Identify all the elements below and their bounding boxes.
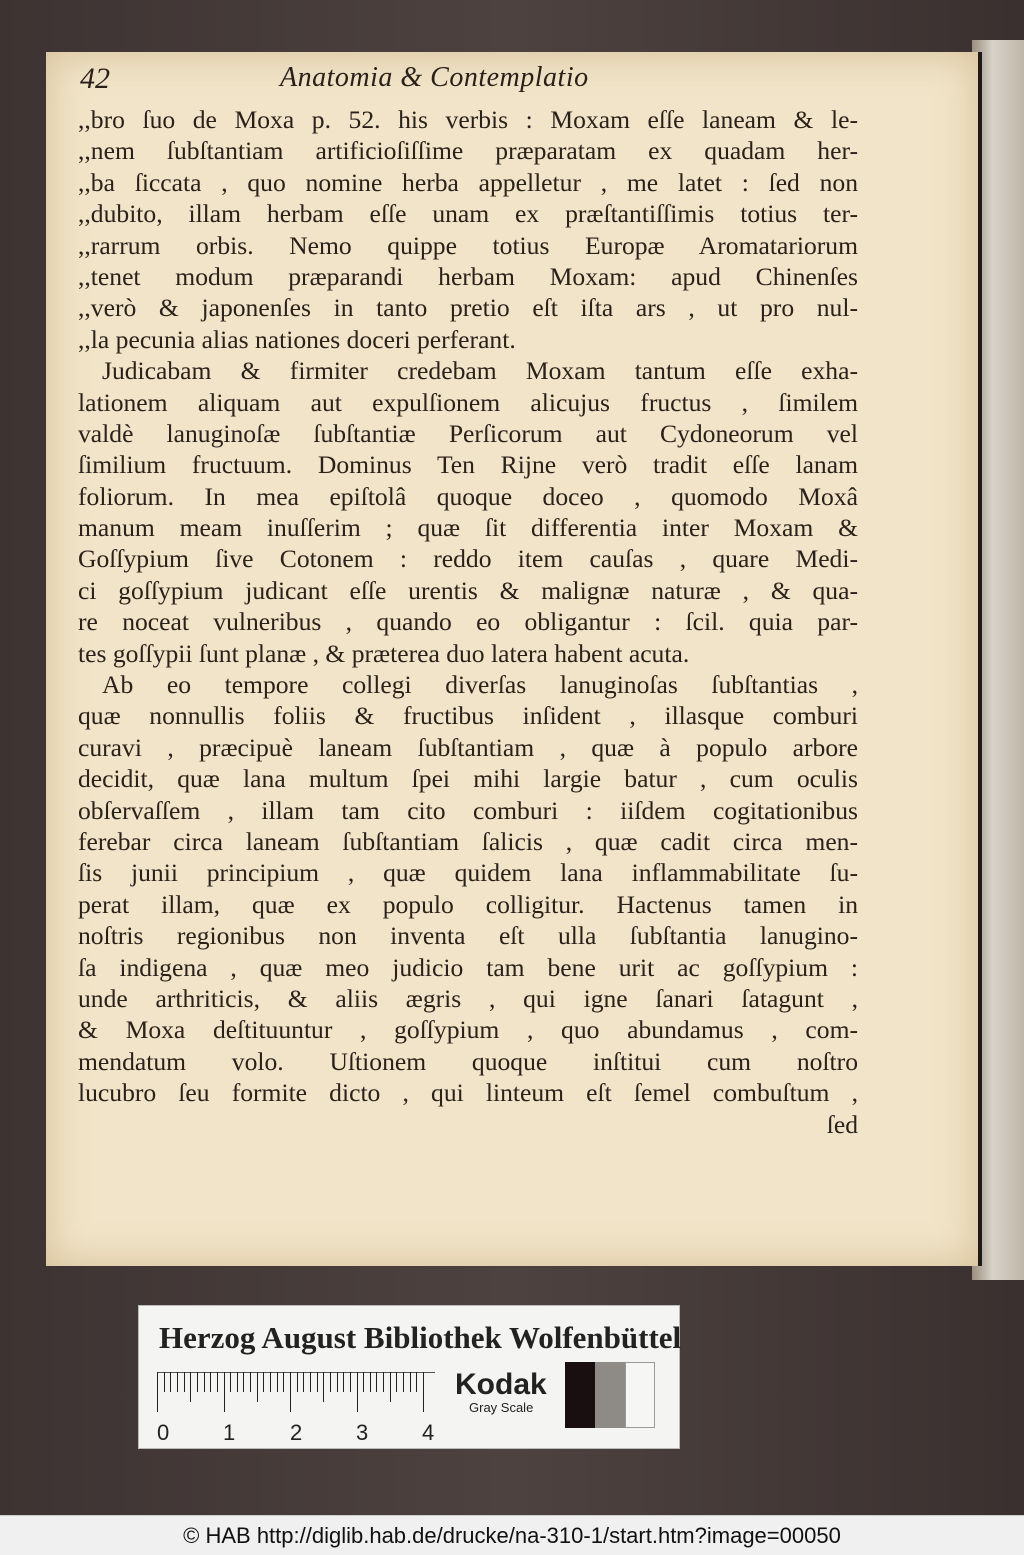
ruler-tick xyxy=(184,1372,185,1392)
text-line: Ab eo tempore collegi diverſas lanuginoſas ſubſtantias , xyxy=(102,670,858,700)
text-line: tes goſſypii ſunt planæ , & præterea duo latera habent acuta. xyxy=(78,638,690,668)
ruler-tick xyxy=(330,1372,331,1392)
text-line: Judicabam & firmiter credebam Moxam tantum eſſe exha- xyxy=(102,356,858,386)
text-line: decidit, quæ lana multum ſpei mihi largie batur , cum oculis xyxy=(78,764,858,794)
ruler-tick xyxy=(423,1372,424,1412)
text-line: ,,nem ſubſtantiam artificioſiſſime præparatam ex quadam her- xyxy=(78,136,858,166)
ruler-tick xyxy=(270,1372,271,1392)
ruler-tick xyxy=(357,1372,358,1412)
text-line: ,,verò & japonenſes in tanto pretio eſt iſta ars , ut pro nul- xyxy=(78,293,858,323)
page-number: 42 xyxy=(80,62,110,95)
ruler-tick xyxy=(277,1372,278,1392)
ruler-number: 3 xyxy=(356,1420,369,1445)
text-line: lucubro ſeu formite dicto , qui linteum eſt ſemel combuſtum , xyxy=(78,1078,858,1108)
text-line: re noceat vulneribus , quando eo obligantur : ſcil. quia par- xyxy=(78,607,858,637)
ruler-tick xyxy=(383,1372,384,1392)
text-line: ſis junii principium , quæ quidem lana inflammabilitate ſu- xyxy=(78,858,858,888)
scale-ruler xyxy=(157,1372,435,1445)
ruler-tick xyxy=(310,1372,311,1392)
text-line: manum meam inuſſerim ; quæ ſit differentia inter Moxam & xyxy=(78,513,858,543)
text-line: lationem aliquam aut expulſionem alicujus fructus , ſimilem xyxy=(78,387,858,417)
copyright-footer xyxy=(0,1515,1024,1555)
ruler-tick xyxy=(257,1372,258,1402)
gray-scale-label: Gray Scale xyxy=(469,1400,534,1415)
text-line: ,,ba ſiccata , quo nomine herba appelletur , me latet : ſed non xyxy=(78,167,858,197)
catchword: ſed xyxy=(826,1109,858,1139)
ruler-tick xyxy=(190,1372,191,1402)
text-line: ,,bro ſuo de Moxa p. 52. his verbis : Moxam eſſe laneam & le- xyxy=(78,105,858,134)
ruler-tick xyxy=(224,1372,225,1412)
ruler-number: 1 xyxy=(223,1420,236,1445)
text-line: ferebar circa laneam ſubſtantiam ſalicis , quæ cadit circa men- xyxy=(78,826,858,856)
copyright-text: © HAB http://diglib.hab.de/drucke/na-310-1/start.htm?image=00050 xyxy=(183,1523,841,1548)
ruler-tick xyxy=(204,1372,205,1392)
text-line: ,,la pecunia alias nationes doceri perferant. xyxy=(78,324,516,354)
ruler-tick xyxy=(217,1372,218,1392)
ruler-tick xyxy=(370,1372,371,1392)
ruler-tick xyxy=(376,1372,377,1392)
ruler-tick xyxy=(250,1372,251,1392)
kodak-logo: Kodak xyxy=(455,1368,547,1401)
ruler-tick xyxy=(230,1372,231,1392)
ruler-number: 0 xyxy=(157,1420,170,1445)
text-line: ſimilium fructuum. Dominus Ten Rijne verò tradit eſſe lanam xyxy=(78,450,858,480)
ruler-tick xyxy=(164,1372,165,1392)
ruler-tick xyxy=(197,1372,198,1392)
ruler-tick xyxy=(290,1372,291,1412)
gray-swatch-dark xyxy=(565,1362,595,1428)
ruler-tick xyxy=(263,1372,264,1392)
text-line: ,,rarrum orbis. Nemo quippe totius Europæ Aromatariorum xyxy=(78,230,858,260)
ruler-number: 2 xyxy=(290,1420,303,1445)
ruler-tick xyxy=(157,1372,158,1412)
gray-swatch-light xyxy=(625,1362,655,1428)
ruler-tick xyxy=(317,1372,318,1392)
ruler-tick xyxy=(416,1372,417,1392)
text-line: valdè lanuginoſæ ſubſtantiæ Perſicorum aut Cydoneorum vel xyxy=(78,418,858,448)
ruler-tick xyxy=(396,1372,397,1392)
text-line: ci goſſypium judicant eſſe urentis & malignæ naturæ , & qua- xyxy=(78,575,858,605)
text-line: quæ nonnullis foliis & fructibus inſident , illasque comburi xyxy=(78,701,858,731)
ruler-tick xyxy=(337,1372,338,1392)
gray-swatch-mid xyxy=(595,1362,625,1428)
ruler-tick xyxy=(343,1372,344,1392)
ruler-tick xyxy=(237,1372,238,1392)
text-line: perat illam, quæ ex populo colligitur. Hactenus tamen in xyxy=(78,889,858,919)
ruler-tick xyxy=(323,1372,324,1402)
text-line: ,,dubito, illam herbam eſſe unam ex præſtantiſſimis totius ter- xyxy=(78,199,858,229)
ruler-tick xyxy=(363,1372,364,1392)
text-line: foliorum. In mea epiſtolâ quoque doceo , quomodo Moxâ xyxy=(78,481,858,511)
ruler-tick xyxy=(170,1372,171,1392)
ruler-tick xyxy=(410,1372,411,1392)
text-line: ,,tenet modum præparandi herbam Moxam: apud Chinenſes xyxy=(78,261,858,291)
ruler-tick xyxy=(350,1372,351,1392)
ruler-tick xyxy=(177,1372,178,1392)
ruler-number: 4 xyxy=(422,1420,435,1445)
body-text xyxy=(78,104,858,1140)
ruler-tick xyxy=(283,1372,284,1392)
text-line: ſa indigena , quæ meo judicio tam bene urit ac goſſypium : xyxy=(78,952,858,982)
ruler-tick xyxy=(210,1372,211,1392)
ruler-tick xyxy=(243,1372,244,1392)
ruler-tick xyxy=(403,1372,404,1392)
text-line: mendatum volo. Uſtionem quoque inſtitui cum noſtro xyxy=(78,1046,858,1076)
text-line: curavi , præcipuè laneam ſubſtantiam , quæ à populo arbore xyxy=(78,732,858,762)
text-line: Goſſypium ſive Cotonem : reddo item cauſas , quare Medi- xyxy=(78,544,858,574)
text-line: unde arthriticis, & aliis ægris , qui igne ſanari ſatagunt , xyxy=(78,983,858,1013)
running-title: Anatomia & Contemplatio xyxy=(280,62,589,93)
page-header xyxy=(80,62,900,102)
library-label xyxy=(138,1305,680,1449)
text-line: noſtris regionibus non inventa eſt ulla ſubſtantia lanugino- xyxy=(78,921,858,951)
text-line: obſervaſſem , illam tam cito comburi : iiſdem cogitationibus xyxy=(78,795,858,825)
ruler-tick xyxy=(297,1372,298,1392)
library-name: Herzog August Bibliothek Wolfenbüttel xyxy=(159,1320,682,1355)
text-line: & Moxa deſtituuntur , goſſypium , quo abundamus , com- xyxy=(78,1015,858,1045)
ruler-tick xyxy=(390,1372,391,1402)
ruler-tick xyxy=(303,1372,304,1392)
